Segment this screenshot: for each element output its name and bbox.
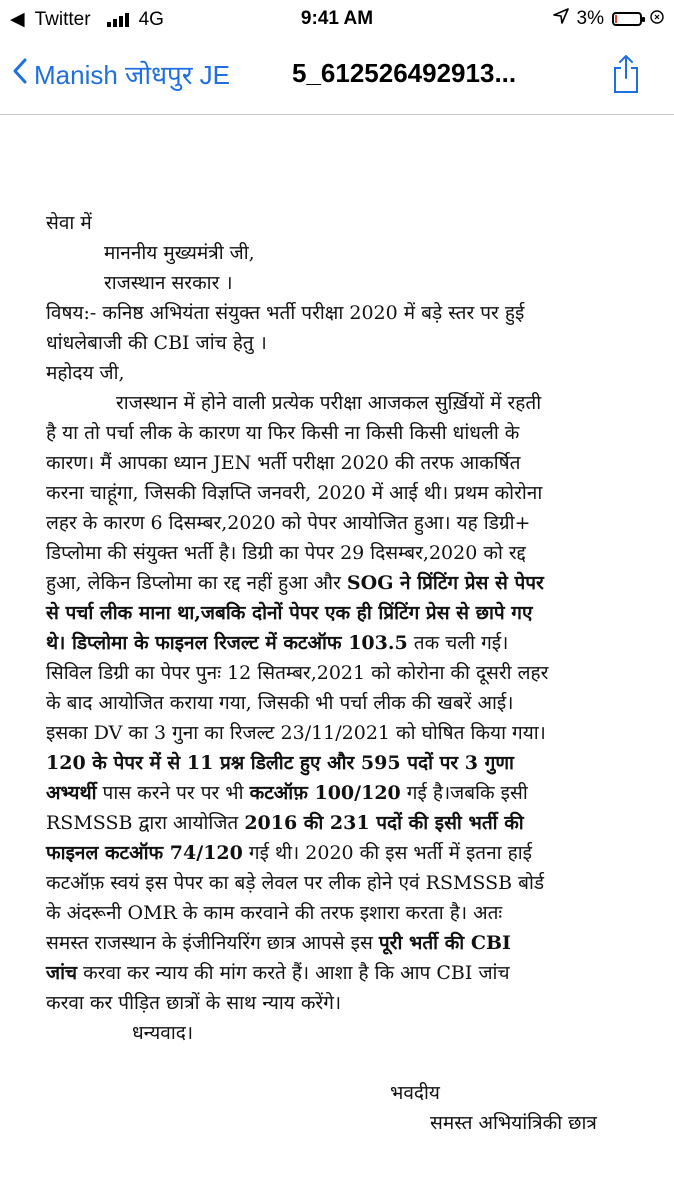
- signature-line: समस्त अभियांत्रिकी छात्र: [430, 1112, 597, 1134]
- body-line: राजस्थान में होने वाली प्रत्येक परीक्षा आजकल सुर्ख़ियों में रहती: [116, 392, 542, 414]
- recipient-line-2: राजस्थान सरकार ।: [104, 272, 233, 294]
- body-line: [46, 838, 646, 868]
- letter-document: [46, 208, 646, 1138]
- thanks-line: धन्यवाद।: [132, 1022, 194, 1044]
- greeting: महोदय जी,: [46, 362, 125, 384]
- body-line: कारण। मैं आपका ध्यान JEN भर्ती परीक्षा 2020 की तरफ आकर्षित: [46, 452, 521, 474]
- body-line: इसका DV का 3 गुना का रिजल्ट 23/11/2021 को घोषित किया गया।: [46, 722, 546, 744]
- battery-icon: [612, 12, 642, 26]
- clock: 9:41 AM: [300, 8, 374, 29]
- body-line: कटऑफ़ स्वयं इस पेपर का बड़े लेवल पर लीक होने एवं RSMSSB बोर्ड: [46, 872, 545, 894]
- body-text: गई थी। 2020 की इस भर्ती में इतना हाई: [242, 842, 532, 864]
- closing-line: भवदीय: [390, 1082, 440, 1104]
- body-text-bold: पूरी भर्ती की CBI: [378, 932, 511, 954]
- location-icon: [553, 8, 569, 30]
- charging-icon: [650, 8, 664, 30]
- subject-line-1: विषय:- कनिष्ठ अभियंता संयुक्त भर्ती परीक्षा 2020 में बड़े स्तर पर हुई: [46, 302, 525, 324]
- body-line: [46, 928, 646, 958]
- body-text: RSMSSB द्वारा आयोजित: [46, 812, 245, 834]
- body-text-bold: 2016 की 231 पदों की इसी भर्ती की: [244, 812, 524, 834]
- body-text: समस्त राजस्थान के इंजीनियरिंग छात्र आपसे इस: [46, 932, 379, 954]
- body-line: लहर के कारण 6 दिसम्बर,2020 को पेपर आयोजित हुआ। यह डिग्री+: [46, 512, 531, 534]
- carrier-label: Twitter: [34, 8, 91, 30]
- back-button[interactable]: [12, 56, 230, 92]
- body-text-bold: अभ्यर्थी: [46, 782, 97, 804]
- body-text: पास करने पर पर भी: [96, 782, 250, 804]
- network-label: 4G: [138, 8, 164, 30]
- body-line: सिविल डिग्री का पेपर पुनः 12 सितम्बर,2021 को कोरोना की दूसरी लहर: [46, 662, 549, 684]
- body-line: करना चाहूंगा, जिसकी विज्ञप्ति जनवरी, 2020 में आई थी। प्रथम कोरोना: [46, 482, 543, 504]
- body-line: करवा कर पीड़ित छात्रों के साथ न्याय करेंगे।: [46, 992, 342, 1014]
- body-line: [46, 958, 646, 988]
- recipient-line-1: माननीय मुख्यमंत्री जी,: [104, 242, 255, 264]
- back-label: Manish जोधपुर JE: [34, 60, 231, 90]
- body-line: के अंदरूनी OMR के काम करवाने की तरफ इशारा करता है। अतः: [46, 902, 503, 924]
- body-text: गई है।जबकि इसी: [400, 782, 528, 804]
- body-line: [46, 568, 646, 598]
- body-line: 120 के पेपर में से 11 प्रश्न डिलीट हुए और 595 पदों पर 3 गुणा: [46, 752, 514, 774]
- body-line: [46, 808, 646, 838]
- salutation: सेवा में: [46, 212, 92, 234]
- body-line: से पर्चा लीक माना था,जबकि दोनों पेपर एक ही प्रिंटिंग प्रेस से छापे गए: [46, 602, 533, 624]
- body-line: के बाद आयोजित कराया गया, जिसकी भी पर्चा लीक की खबरें आई।: [46, 692, 514, 714]
- body-text-bold: थे। डिप्लोमा के फाइनल रिजल्ट में कटऑफ 103.5: [46, 632, 408, 654]
- body-line: [46, 628, 646, 658]
- body-text: हुआ, लेकिन डिप्लोमा का रद्द नहीं हुआ और: [46, 572, 347, 594]
- body-line: है या तो पर्चा लीक के कारण या फिर किसी ना किसी किसी धांधली के: [46, 422, 520, 444]
- file-title: 5_612526492913...: [292, 58, 517, 88]
- navigation-bar: [0, 40, 674, 115]
- body-line: डिप्लोमा की संयुक्त भर्ती है। डिग्री का पेपर 29 दिसम्बर,2020 को रद्द: [46, 542, 526, 564]
- back-to-app-icon[interactable]: ◀: [10, 9, 25, 30]
- body-text: करवा कर न्याय की मांग करते हैं। आशा है कि आप CBI जांच: [77, 962, 510, 984]
- body-text-bold: कटऑफ़ 100/120: [249, 782, 401, 804]
- body-line: [46, 778, 646, 808]
- body-text: तक चली गई।: [407, 632, 509, 654]
- battery-percent: 3%: [576, 8, 604, 29]
- body-text-bold: SOG ने प्रिंटिंग प्रेस से पेपर: [346, 572, 544, 594]
- body-text-bold: जांच: [46, 962, 78, 984]
- status-bar: [0, 0, 674, 38]
- share-icon[interactable]: [612, 54, 640, 99]
- subject-line-2: धांधलेबाजी की CBI जांच हेतु ।: [46, 332, 267, 354]
- chevron-left-icon: [12, 57, 28, 92]
- body-text-bold: फाइनल कटऑफ 74/120: [46, 842, 243, 864]
